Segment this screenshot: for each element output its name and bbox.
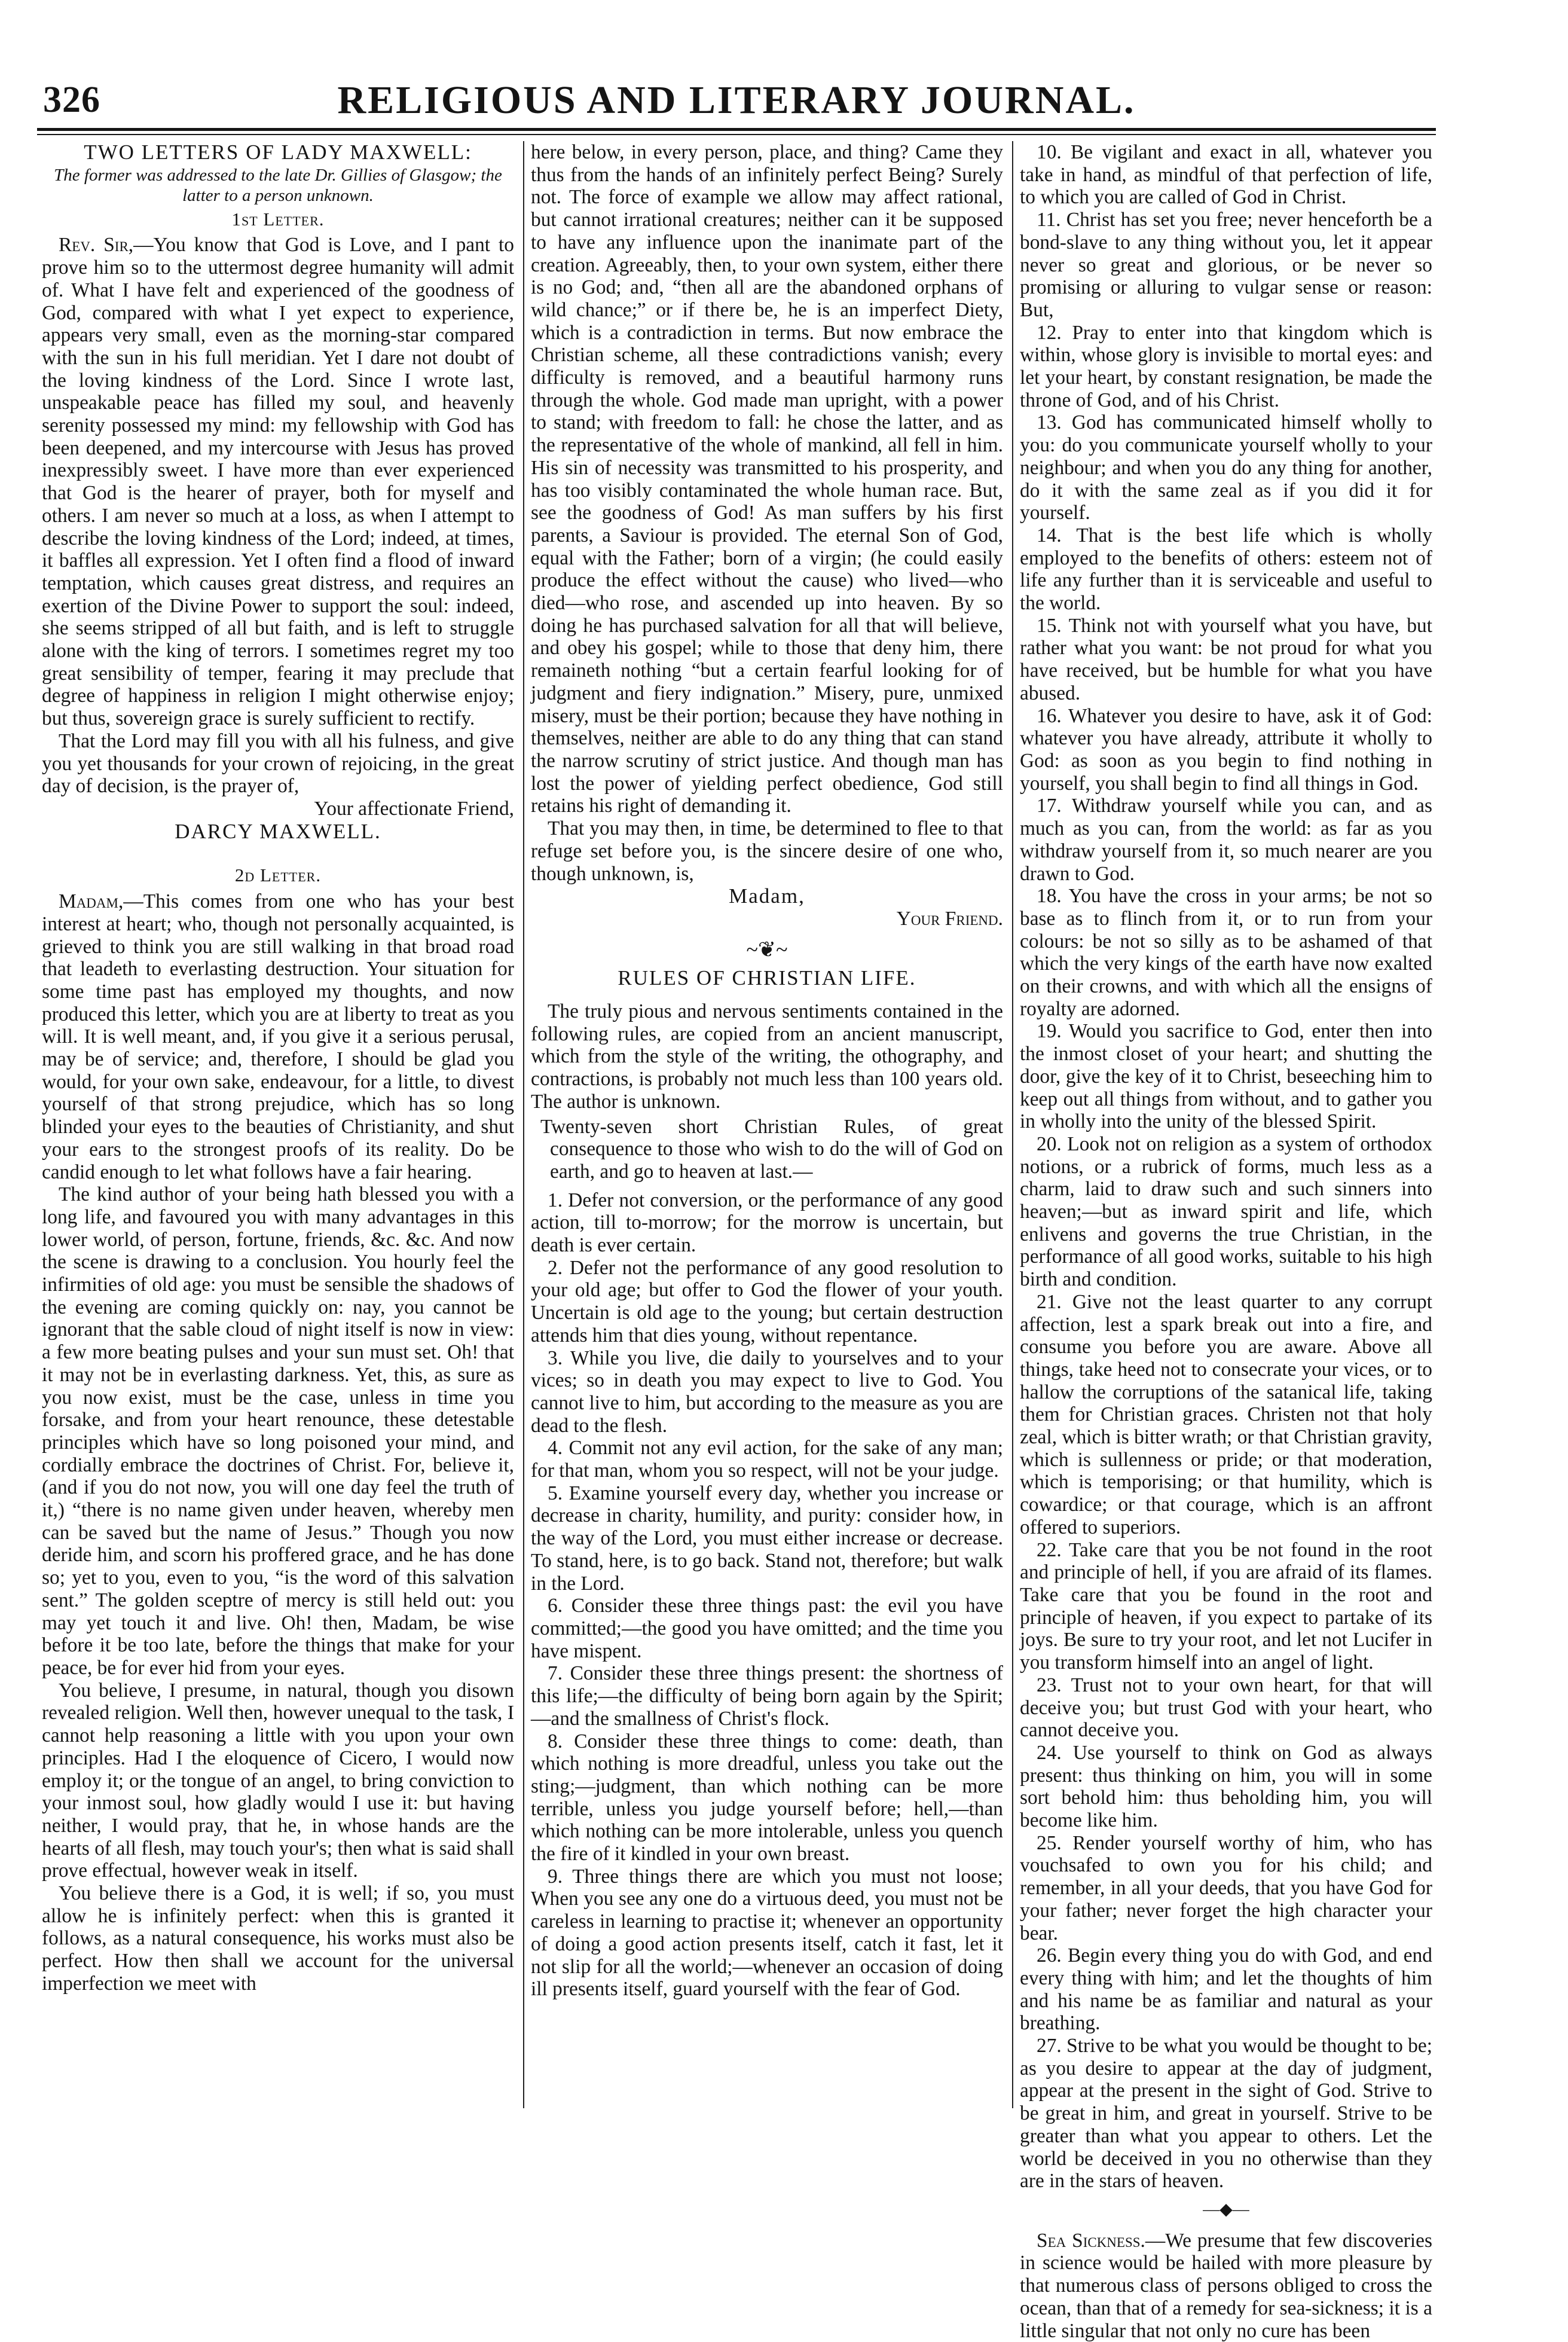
first-letter-paragraph: —You know that God is Love, and I pant to prove him so to the uttermost degree humanity will admit of. What I have felt and experienced of the goodness of God, compared with what I yet expect to experience, appears very small, even as the morning-star compared with the sun in his full meridian. Yet I dare not doubt of the loving kindness of the Lord. Since I wrote last, unspeakable peace has filled my soul, and heavenly serenity possessed my mind: my fellowship with God has been deepened, and my intercourse with Jesus has proved inexpressibly sweet. I have more than ever experienced that God is the hearer of prayer, both for myself and others. I am never so much at a loss, as when I attempt to describe the loving kindness of the Lord; indeed, at times, it baffles all expression. Yet I often find a flood of inward temptation, which causes great distress, and requires an exertion of the Divine Power to support the soul: indeed, she seems stripped of all but faith, and is left to struggle alone with the king of terrors. I sometimes regret my too great sensibility of temper, fearing it may preclude that degree of happiness in religion I might otherwise enjoy; but thus, sovereign grace is surely sufficient to rectify.: [42, 234, 514, 730]
first-letter-salutation: Rev. Sir,: [59, 234, 134, 257]
rule-item: 6. Consider these three things past: the evil you have committed;—the good you have omitted; and the time you have mispent.: [531, 1595, 1003, 1662]
second-letter-paragraph-2: The kind author of your being hath blessed you with a long life, and favoured you with many advantages in this lower world, of person, fortune, friends, &c. &c. And now the scene is drawing to a conclusion. You hourly feel the infirmities of old age: you must be sensible the shadows of the evening are coming quickly on: nay, you cannot be ignorant that the sable cloud of night itself is now in view: a few more beating pulses and your sun must set. Oh! that it may not be in everlasting darkness. Yet, this, as sure as you now exist, must be the case, unless in time you forsake, and from your heart renounce, these detestable principles which have so long poisoned your mind, and cordially embrace the doctrines of Christ. For, believe it, (and if you do not now, you will one day feel the truth of it,) “there is no name given under heaven, whereby men can be saved but the name of Jesus.” Though you now deride him, and scorn his proffered grace, and he has done so; yet to you, even to you, “is the word of this salvation sent.” The golden sceptre of mercy is still held out: you may yet touch it and live. Oh! then, Madam, be wise before it be too late, before the things that make for your peace, be for ever hid from your eyes.: [42, 1183, 514, 1679]
column-right: [1020, 141, 1432, 2342]
page-number: 326: [43, 80, 100, 120]
second-letter-paragraph-6: That you may then, in time, be determined to flee to that refuge set before you, is the sincere desire of one who, though unknown, is,: [531, 817, 1003, 885]
rule-item: 21. Give not the least quarter to any corrupt affection, lest a spark break out into a fire, and consume you before you are aware. Above all things, take heed not to consecrate your vices, or to hallow the corruptions of the satanical life, taking them for Christian graces. Christen not that holy zeal, which is bitter wrath; or that Christian gravity, which is sullenness or pride; or that moderation, which is temporising; or that humility, which is cowardice; or that courage, which is an affront offered to superiors.: [1020, 1290, 1432, 1538]
column-left: [42, 141, 514, 2108]
rule-item: 23. Trust not to your own heart, for that will deceive you; but trust God with your heart, who cannot deceive you.: [1020, 1674, 1432, 1742]
rules-title: RULES OF CHRISTIAN LIFE.: [618, 966, 916, 990]
rule-item: 5. Examine yourself every day, whether you increase or decrease in charity, humility, and purity: consider how, in the way of the Lord, you must either increase or decrease. To stand, here, is to go back. Stand not, therefore; but walk in the Lord.: [531, 1482, 1003, 1595]
rule-item: 16. Whatever you desire to have, ask it of God: whatever you have already, attribute it wholly to God: as soon as you begin to find nothing in yourself, you shall begin to find all things in God.: [1020, 704, 1432, 795]
rule-item: 10. Be vigilant and exact in all, whatever you take in hand, as mindful of that perfection of life, to which you are called of God in Christ.: [1020, 141, 1432, 209]
rule-item: 25. Render yourself worthy of him, who has vouchsafed to own you for his child; and remember, in all your deeds, that you have God for your father; never forget the high character your bear.: [1020, 1831, 1432, 1944]
rule-item: 8. Consider these three things to come: death, than which nothing is more dreadful, unless you take out the sting;—judgment, than which nothing can be more terrible, unless you judge yourself before; hell,—than which nothing can be more intolerable, unless you quench the fire of it kindled in your own breast.: [531, 1730, 1003, 1865]
second-letter-salutation: Madam,: [59, 890, 124, 913]
header-rule-thick: [37, 128, 1436, 131]
first-letter-body: [42, 234, 514, 729]
rule-item: 20. Look not on religion as a system of orthodox notions, or a rubrick of forms, much less as a charm, laid to draw such and such sinners into heaven;—but as inward spirit and life, which enlivens and governs the true Christian, in the performance of all good works, suitable to his high birth and condition.: [1020, 1132, 1432, 1291]
first-letter-closing-line: Your affectionate Friend,: [314, 797, 514, 820]
rule-item: 27. Strive to be what you would be thought to be; as you desire to appear at the day of judgment, appear at the present in the sight of God. Strive to be great in him, and great in yourself. Strive to be greater than what you appear to others. Let the world be deceived in you no otherwise than they are in the stars of heaven.: [1020, 2035, 1432, 2193]
rule-item: 13. God has communicated himself wholly to you: do you communicate yourself wholly to your neighbour; and when you do any thing for another, do it with the same zeal as if you did it for yourself.: [1020, 411, 1432, 524]
rule-item: 11. Christ has set you free; never henceforth be a bond-slave to any thing without you, let it appear never so great and glorious, or be never so promising or alluring to vulgar sense or reason: But,: [1020, 209, 1432, 321]
rule-item: 19. Would you sacrifice to God, enter then into the inmost closet of your heart; and shutting the door, give the key of it to Christ, beseeching him to keep out all things from without, and to gather you in wholly into the unity of the blessed Spirit.: [1020, 1020, 1432, 1133]
section-ornament-small: —◆—: [1203, 2200, 1249, 2219]
column-divider: [1012, 141, 1013, 2108]
rule-item: 14. That is the best life which is wholly employed to the benefits of others: esteem not of life any further than it is serviceable and useful to the world.: [1020, 524, 1432, 615]
section-ornament: ~❦~: [746, 937, 788, 961]
second-letter-paragraph-1: —This comes from one who has your best interest at heart; who, though not personally acquainted, is grieved to think you are still walking in that broad road that leadeth to everlasting destruction. Your situation for some time past has employed my thoughts, and now produced this letter, which you are at liberty to treat as you will. It is well meant, and, if you give it a serious perusal, may be of service; and, therefore, I should be glad you would, for your own sake, endeavour, for a little, to divest yourself of that strong prejudice, which has so long blinded your eyes to the beauties of Christianity, and shut your ears to the strongest proofs of its reality. Do be candid enough to let what follows have a fair hearing.: [42, 890, 514, 1183]
second-letter-paragraph-4: You believe there is a God, it is well; if so, you must allow he is infinitely perfect: when this is granted it follows, as a natural consequence, his works must also be perfect. How then shall we account for the universal imperfection we meet with: [42, 1882, 514, 1995]
first-letter-heading: 1st Letter.: [231, 208, 325, 230]
second-letter-closing-madam: Madam,: [729, 884, 805, 908]
rule-item: 17. Withdraw yourself while you can, and as much as you can, from the world: as far as you withdraw yourself from it, so much nearer are you drawn to God.: [1020, 795, 1432, 885]
rule-item: 15. Think not with yourself what you have, but rather what you want: be not proud for what you have received, but be humble for what you have abused.: [1020, 614, 1432, 704]
rule-item: 3. While you live, die daily to yourselves and to your vices; so in death you may expect to live to God. You cannot live to him, but according to the measure as you are dead to the flesh.: [531, 1346, 1003, 1437]
rule-item: 1. Defer not conversion, or the performance of any good action, till to-morrow; for the morrow is uncertain, but death is ever certain.: [531, 1189, 1003, 1257]
column-divider: [523, 141, 524, 2108]
rule-item: 12. Pray to enter into that kingdom which is within, whose glory is invisible to mortal eyes: and let your heart, by constant resignation, be made the throne of God, and of his Christ.: [1020, 321, 1432, 411]
sea-sickness-paragraph: [1020, 2230, 1432, 2342]
second-letter-body: [42, 890, 514, 1183]
rule-item: 9. Three things there are which you must not loose; When you see any one do a virtuous deed, you must not be careless in learning to practise it; whenever an opportunity of doing a good action presents itself, catch it fast, let it not slip for all the world;—whenever an occasion of doing ill presents itself, guard yourself with the fear of God.: [531, 1865, 1003, 2001]
rule-item: 26. Begin every thing you do with God, and end every thing with him; and let the thoughts of him and his name be as familiar and natural as your breathing.: [1020, 1944, 1432, 2035]
letters-title: TWO LETTERS OF LADY MAXWELL:: [84, 141, 472, 164]
column-middle: [531, 141, 1003, 2108]
rules-intro: The truly pious and nervous sentiments contained in the following rules, are copied from an ancient manuscript, which from the style of the writing, the othography, and contractions, is probably not much less than 100 years old. The author is unknown.: [531, 1000, 1003, 1113]
rules-lead: Twenty-seven short Christian Rules, of great consequence to those who wish to do the will of God on earth, and go to heaven at last.—: [540, 1115, 1003, 1183]
rule-item: 18. You have the cross in your arms; be not so base as to flinch from it, or to run from your colours: be not so silly as to be ashamed of that which the very kings of the earth have now exalted on their crowns, and with which all the ensigns of royalty are adorned.: [1020, 885, 1432, 1020]
sea-sickness-heading: Sea Sickness.: [1037, 2229, 1145, 2252]
first-letter-closing: That the Lord may fill you with all his fulness, and give you yet thousands for your crown of rejoicing, in the great day of decision, is the prayer of,: [42, 729, 514, 798]
rule-item: 22. Take care that you be not found in the root and principle of hell, if you are afraid of its flames. Take care that you be found in the root and principle of heaven, if you expect to partake of its joys. Be sure to try your root, and let not Lucifer in you transform himself into an angel of light.: [1020, 1538, 1432, 1674]
spacer: [531, 990, 1003, 1000]
first-letter-signature: DARCY MAXWELL.: [175, 819, 381, 843]
page-header: [37, 78, 1436, 130]
second-letter-paragraph-5: here below, in every person, place, and thing? Came they thus from the hands of an infinitely perfect Being? Surely not. The force of example we allow may affect rational, but cannot irrational creatures; neither can it be supposed to have any influence upon the inanimate part of the creation. Agreeably, then, to your own system, either there is no God; and, “then all are the abandoned orphans of wild chance;” or if there be, he is an imperfect Diety, which is a contradiction in terms. But now embrace the Christian scheme, all these contradictions vanish; every difficulty is removed, and a beautiful harmony runs through the whole. God made man upright, with a power to stand; with freedom to fall: he chose the latter, and as the representative of the whole of mankind, all fell in him. His sin of necessity was transmitted to his prosperity, and has too visibly contaminated the whole human race. But, see the goodness of God! As man suffers by his first parents, a Saviour is provided. The eternal Son of God, equal with the Father; born of a virgin; (he could easily produce the effect without the cause) who lived—who died—who rose, and ascended up into heaven. By so doing he has purchased salvation for all that will believe, and obey his gospel; while to those that deny him, there remaineth nothing “but a certain fearful looking for of judgment and fiery indignation.” Misery, pure, unmixed misery, must be their portion; because they have nothing in themselves, neither are able to do any thing that can stand the narrow scrutiny of strict justice. And though man has lost the power of yielding perfect obedience, God still retains his right of demanding it.: [531, 141, 1003, 817]
second-letter-paragraph-3: You believe, I presume, in natural, though you disown revealed religion. Well then, however unequal to the task, I cannot help reasoning a little with you upon your own principles. Had I the eloquence of Cicero, I would now employ it; or the tongue of an angel, to bring conviction to your inmost soul, how gladly would I use it: but having neither, I would pray, that he, in whose hands are the hearts of all flesh, may touch your's; then what is said shall prove effectual, however weak in itself.: [42, 1679, 514, 1882]
running-title: RELIGIOUS AND LITERARY JOURNAL.: [337, 78, 1136, 122]
rule-item: 24. Use yourself to think on God as always present: thus thinking on him, you will in some sort behold him: thus beholding him, you will become like him.: [1020, 1741, 1432, 1832]
sea-sickness-text: —We presume that few discoveries in science would be hailed with more pleasure by that numerous class of persons obliged to cross the ocean, than that of a remedy for sea-sickness; it is a little singular that not only no cure has been: [1020, 2229, 1432, 2342]
rule-item: 4. Commit not any evil action, for the sake of any man; for that man, whom you so respect, will not be your judge.: [531, 1437, 1003, 1482]
second-letter-signature: Your Friend.: [896, 907, 1003, 930]
header-rule-thin: [37, 134, 1436, 135]
rule-item: 7. Consider these three things present: the shortness of this life;—the difficulty of being born again by the Spirit;—and the smallness of Christ's flock.: [531, 1662, 1003, 1730]
letters-subtitle: The former was addressed to the late Dr. Gillies of Glasgow; the latter to a person unknown.: [54, 165, 502, 205]
second-letter-heading: 2d Letter.: [234, 865, 322, 886]
rule-item: 2. Defer not the performance of any good resolution to your old age; but offer to God the flower of your youth. Uncertain is old age to the young; but certain destruction attends him that dies young, without repentance.: [531, 1256, 1003, 1346]
spacer: [42, 842, 514, 862]
